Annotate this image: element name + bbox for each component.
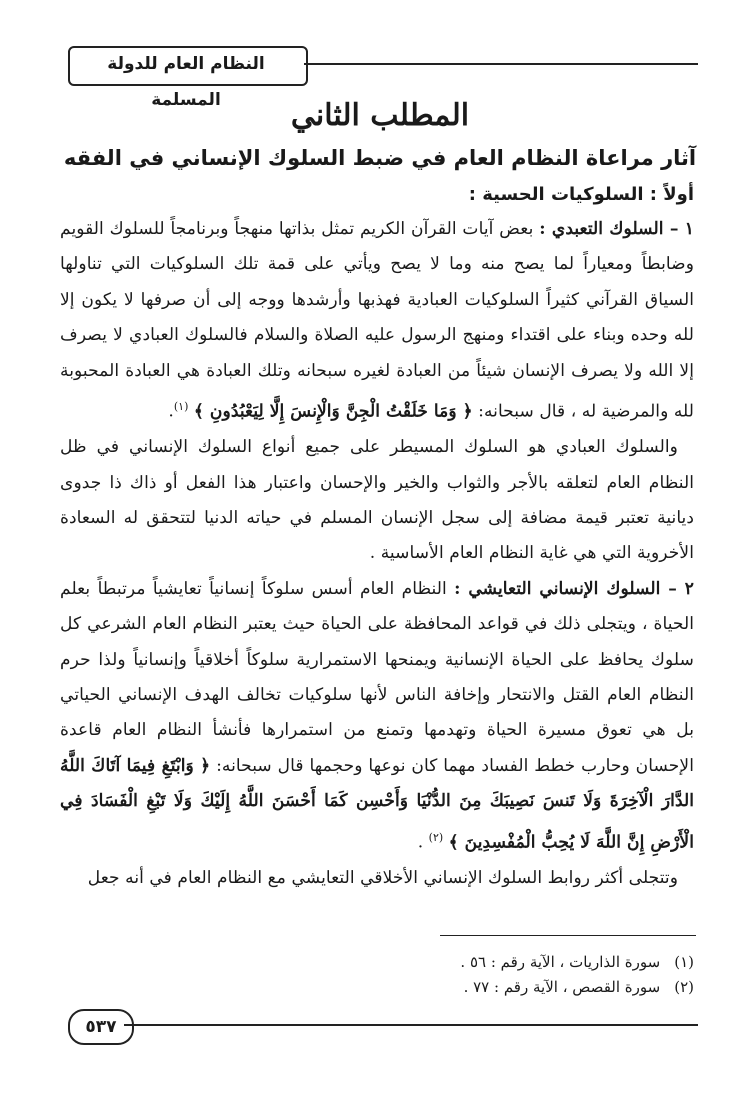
body-text [60,212,694,896]
footnote-text: سورة القصص ، الآية رقم : ٧٧ . [463,978,661,996]
paragraph-text: النظام العام أسس سلوكاً إنسانياً تعايشياً مرتبطاً بعلم الحياة ، ويتجلى ذلك في قواعد المحافظة على الحياة حيث يعتبر النظام العام الشرعي كل سلوك يحافظ على الحياة الإنسانية ويمنحها الاستمرارية سلوكاً أخلاقياً وإنسانياً ولذا حرم النظام العام القتل والانتحار وإخافة الناس لأنها سلوكيات تخالف الهدف الإنساني الحياتي بل هي تعوق مسيرة الحياة وتهدمها وتمنع من استمرارها فأنشأ النظام العام قاعدة الإحسان وحارب خطط الفساد مهما كان نوعها وحجمها قال سبحانه: [60,578,694,776]
sentence-end: . [168,401,174,422]
footnote-item [460,950,694,975]
page-number: ٥٣٧ [68,1009,134,1045]
footnote-ref: (١) [173,400,189,414]
section-heading: أولاً : السلوكيات الحسية : [468,184,694,205]
header-rule-right [304,63,698,65]
paragraph-lead: ١ – السلوك التعبدي : [539,219,694,239]
chapter-title: المطلب الثاني [290,98,470,133]
footnote-number: (٢) [674,978,694,996]
paragraph-dominance: والسلوك العبادي هو السلوك المسيطر على جميع أنواع السلوك الإنساني في ظل النظام العام لتعلقه بالأجر والثواب والخير والإحسان واعتبار هذا الفعل أو ذاك ذا جدوى ديانية تعتبر قيمة مضافة إلى سجل الإنسان المسلم في حياته الدنيا لتتحقق له السعادة الأخروية التي هي غاية النظام العام الأساسية . [60,437,694,564]
paragraph-coexistence [60,572,694,861]
chapter-subtitle: آثار مراعاة النظام العام في ضبط السلوك الإنساني في الفقه [63,146,697,170]
sentence-end: . [417,832,429,853]
footnote-ref: (٢) [428,830,444,844]
paragraph-worship [60,212,694,430]
running-title: النظام العام للدولة المسلمة [107,54,265,110]
footer-rule [124,1024,698,1026]
quran-verse: ﴿ وَابْتَغِ فِيمَا آتَاكَ اللَّهُ الدَّارَ الْآخِرَةَ وَلَا تَنسَ نَصِيبَكَ مِنَ الدُّنْيَا وَأَحْسِن كَمَا أَحْسَنَ اللَّهُ إِلَيْكَ وَلَا تَبْغِ الْفَسَادَ فِي الْأَرْضِ إِنَّ اللَّهَ لَا يُحِبُّ الْمُفْسِدِينَ ﴾ [60,755,694,853]
paragraph-lead: ٢ – السلوك الإنساني التعايشي : [454,578,694,599]
footnote-divider [440,935,696,936]
paragraph-text: بعض آيات القرآن الكريم تمثل بذاتها منهجاً وبرنامجاً للسلوك القويم وضابطاً ومعياراً لما يصح منه وما لا يصح ويأتي على قمة تلك السلوكيات التي تناولها السياق القرآني كثيراً السلوكيات العبادية فهذبها وأرشدها ووجه إلى أن صرفها لا يكون إلا لله وحده وبناء على اقتداء ومنهج الرسول عليه الصلاة والسلام فالسلوك العبادي لا يصرف إلا الله ولا يصرف الإنسان شيئاً من العبادة لغيره سبحانه وتلك العبادة هي العبادة المحبوبة لله والمرضية له ، قال سبحانه: [60,219,694,422]
footnote-text: سورة الذاريات ، الآية رقم : ٥٦ . [460,953,661,971]
footnotes [460,950,694,1000]
quran-verse: ﴿ وَمَا خَلَقْتُ الْجِنَّ وَالْإِنسَ إِلَّا لِيَعْبُدُونِ ﴾ [193,401,473,422]
footnote-number: (١) [674,953,694,971]
paragraph-continuation: وتتجلى أكثر روابط السلوك الإنساني الأخلاقي التعايشي مع النظام العام في أنه جعل [87,867,678,888]
footnote-item [460,975,694,1000]
